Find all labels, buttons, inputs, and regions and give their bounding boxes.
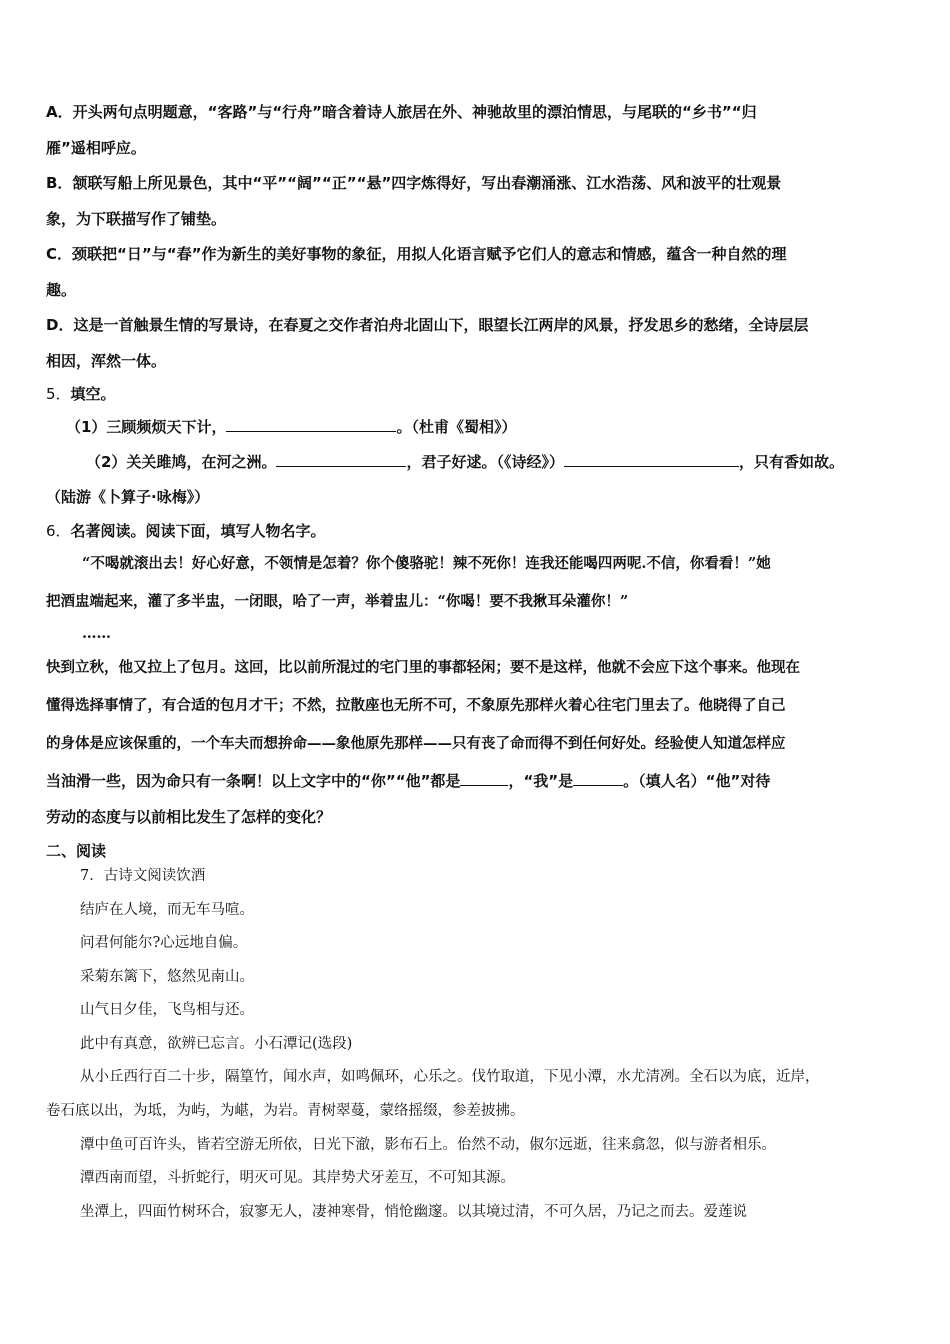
q5-blank-2[interactable]: [276, 452, 406, 467]
q6-title: 6．名著阅读。阅读下面，填写人物名字。: [46, 522, 326, 540]
q6-para-line2: 懂得选择事情了，有合适的包月才干；不然，拉散座也无所不可，不象原先那样火着心往宅门里去了。他晓得了自己: [46, 697, 786, 714]
poem-line: 山气日夕佳，飞鸟相与还。: [80, 1002, 254, 1018]
q6-para-line1: 快到立秋，他又拉上了包月。这回，比以前所混过的宅门里的事都轻闲；要不是这样，他就不会应下这个事来。他现在: [46, 659, 800, 676]
section-2-title: 二、阅读: [46, 842, 107, 860]
q6-question-line1: 当油滑一些，因为命只有一条啊！以上文字中的“你”“他”都是 ，“我”是 。（填人名）“他”对待: [46, 772, 771, 790]
prose-p4: 坐潭上，四面竹树环合，寂寥无人，凄神寒骨，悄怆幽邃。以其境过清，不可久居，乃记之而去。爱莲说: [80, 1204, 747, 1220]
q5-number: 5．: [46, 385, 71, 403]
option-a-line2: 雁”遥相呼应。: [46, 139, 146, 157]
q6-quote-line2: 把酒盅端起来，灌了多半盅，一闭眼，哈了一声，举着盅儿：“你喝！要不我揪耳朵灌你！”: [46, 593, 629, 610]
q5-title: 5．填空。: [46, 385, 116, 403]
option-c-letter: C．: [46, 245, 73, 263]
prose-p2: 潭中鱼可百许头，皆若空游无所依，日光下澈，影布石上。佁然不动，俶尔远逝，往来翕忽，似与游者相乐。: [80, 1137, 776, 1153]
poem-line: 问君何能尔?心远地自偏。: [80, 935, 248, 951]
option-b-line2: 象，为下联描写作了铺垫。: [46, 210, 227, 228]
q6-number: 6．: [46, 522, 71, 540]
option-d-line2: 相因，浑然一体。: [46, 352, 167, 370]
q5-source: （陆游《卜算子·咏梅》）: [46, 488, 210, 506]
q5-item1: （1）三顾频烦天下计， 。（杜甫《蜀相》）: [66, 418, 517, 436]
q6-blank-2[interactable]: [573, 771, 623, 786]
q6-quote-line1: “不喝就滚出去！好心好意，不领情是怎着？你个傻骆驼！辣不死你！连我还能喝四两呢.不信，你看看！”她: [82, 555, 771, 572]
q5-item2: （2）关关雎鸠，在河之洲。 ，君子好逑。（《诗经》） ，只有香如故。: [86, 453, 844, 471]
q7-heading: 7．古诗文阅读饮酒: [80, 868, 206, 884]
option-a-letter: A．: [46, 103, 73, 121]
poem-line: 结庐在人境，而无车马喧。: [80, 902, 254, 918]
q6-para-line3: 的身体是应该保重的，一个车夫而想拚命——象他原先那样——只有丧了命而得不到任何好处。经验使人知道怎样应: [46, 735, 786, 752]
option-b-letter: B．: [46, 174, 73, 192]
option-d-line1: D．这是一首触景生情的写景诗，在春夏之交作者泊舟北固山下，眼望长江两岸的风景，抒发思乡的愁绪，全诗层层: [46, 316, 809, 334]
q5-blank-1[interactable]: [226, 417, 396, 432]
prose-p1-line1: 从小丘西行百二十步，隔篁竹，闻水声，如鸣佩环，心乐之。伐竹取道，下见小潭，水尤清冽。全石以为底，近岸，: [80, 1069, 820, 1085]
option-c-line2: 趣。: [46, 281, 77, 299]
poem-line: 此中有真意，欲辨已忘言。小石潭记(选段): [80, 1036, 353, 1052]
q6-blank-1[interactable]: [460, 771, 508, 786]
option-c-line1: C．颈联把“日”与“春”作为新生的美好事物的象征，用拟人化语言赋予它们人的意志和情感，蕴含一种自然的理: [46, 245, 787, 263]
q6-ellipsis: ……: [82, 625, 111, 642]
q6-question-line2: 劳动的态度与以前相比发生了怎样的变化？: [46, 808, 332, 826]
option-d-letter: D．: [46, 316, 74, 334]
option-a-line1: A．开头两句点明题意，“客路”与“行舟”暗含着诗人旅居在外、神驰故里的漂泊情思，与尾联的“乡书”“归: [46, 103, 757, 121]
poem-line: 采菊东篱下，悠然见南山。: [80, 969, 254, 985]
q5-blank-3[interactable]: [564, 452, 739, 467]
prose-p3: 潭西南而望，斗折蛇行，明灭可见。其岸势犬牙差互，不可知其源。: [80, 1170, 515, 1186]
prose-p1-line2: 卷石底以出，为坻，为屿，为嵁，为岩。青树翠蔓，蒙络摇缀，参差披拂。: [46, 1103, 525, 1119]
option-b-line1: B．颔联写船上所见景色，其中“平”“阔”“正”“悬”四字炼得好，写出春潮涌涨、江水浩荡、风和波平的壮观景: [46, 174, 782, 192]
